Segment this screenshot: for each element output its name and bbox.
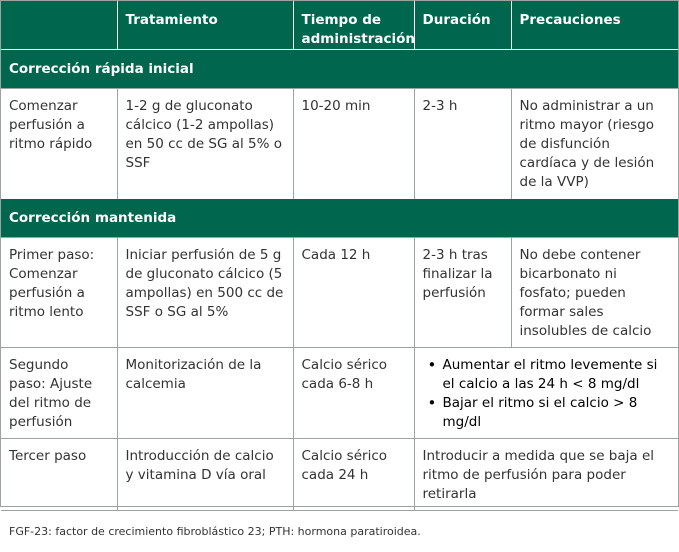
treatment-table xyxy=(1,1,678,552)
footnote-row xyxy=(1,511,678,552)
table-row xyxy=(1,89,678,199)
cell-note: Introducir a medida que se baja el ritmo de perfusión para poder retirarla xyxy=(414,439,678,511)
section-title-maintained: Corrección mantenida xyxy=(1,199,678,238)
cell-step: Primer paso: Comenzar perfusión a ritmo lento xyxy=(1,238,117,348)
header-duration: Duración xyxy=(414,1,511,50)
cell-adjustment-rules xyxy=(414,348,678,439)
cell-step: Comenzar perfusión a ritmo rápido xyxy=(1,89,117,199)
footnote: FGF-23: factor de crecimiento fibroblástico 23; PTH: hormona paratiroidea. xyxy=(1,511,678,552)
table-row xyxy=(1,348,678,439)
cell-step: Tercer paso xyxy=(1,439,117,511)
cell-precautions: No debe contener bicarbonato ni fosfato; pueden formar sales insolubles de calcio xyxy=(511,238,678,348)
header-step xyxy=(1,1,117,50)
cell-treatment: Introducción de calcio y vitamina D vía oral xyxy=(117,439,293,511)
section-row-maintained xyxy=(1,199,678,238)
cell-step: Segundo paso: Ajuste del ritmo de perfusión xyxy=(1,348,117,439)
list-item: • Bajar el ritmo si el calcio > 8 mg/dl xyxy=(443,394,671,432)
header-row xyxy=(1,1,678,50)
cell-duration: 2-3 h tras finalizar la perfusión xyxy=(414,238,511,348)
header-precautions: Precauciones xyxy=(511,1,678,50)
cell-treatment: 1-2 g de gluconato cálcico (1-2 ampollas) en 50 cc de SG al 5% o SSF xyxy=(117,89,293,199)
header-administration-time: Tiempo de administración xyxy=(293,1,414,50)
cell-precautions: No administrar a un ritmo mayor (riesgo de disfunción cardíaca y de lesión de la VVP) xyxy=(511,89,678,199)
cell-time: Calcio sérico cada 24 h xyxy=(293,439,414,511)
cell-time: Cada 12 h xyxy=(293,238,414,348)
cell-time: Calcio sérico cada 6-8 h xyxy=(293,348,414,439)
section-title-rapid: Corrección rápida inicial xyxy=(1,50,678,89)
cell-time: 10-20 min xyxy=(293,89,414,199)
adjustment-list xyxy=(423,356,671,432)
table-row xyxy=(1,439,678,511)
list-item: • Aumentar el ritmo levemente si el calcio a las 24 h < 8 mg/dl xyxy=(443,356,671,394)
table-row xyxy=(1,238,678,348)
cell-treatment: Iniciar perfusión de 5 g de gluconato cálcico (5 ampollas) en 500 cc de SSF o SG al 5% xyxy=(117,238,293,348)
cell-duration: 2-3 h xyxy=(414,89,511,199)
cell-treatment: Monitorización de la calcemia xyxy=(117,348,293,439)
section-row-rapid xyxy=(1,50,678,89)
header-treatment: Tratamiento xyxy=(117,1,293,50)
